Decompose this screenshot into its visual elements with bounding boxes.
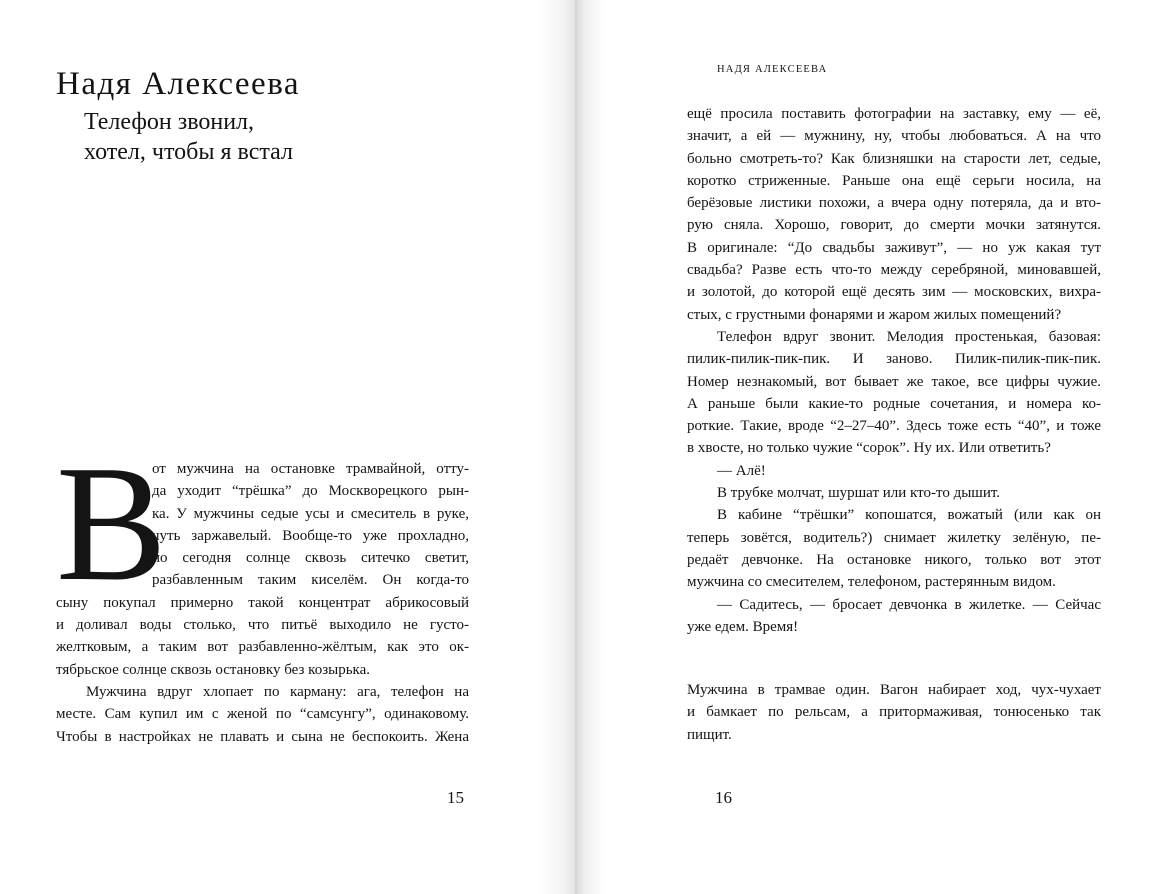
text-line: от мужчина на остановке трамвайной, отту- — [152, 461, 469, 477]
text-line: — Алё! — [717, 462, 766, 479]
text-line: в хвосте, но только чужие “сорок”. Ну их. Или ответить? — [687, 440, 1051, 457]
running-head: НАДЯ АЛЕКСЕЕВА — [717, 64, 828, 75]
text-line: и золотой, до которой ещё десять зим — московских, вихра- — [687, 284, 1101, 301]
left-body-text — [56, 458, 469, 748]
text-line: Телефон вдруг звонит. Мелодия простенькая, базовая: — [717, 328, 1101, 345]
text-line: Чтобы в настройках не плавать и сына не беспокоить. Жена — [56, 728, 469, 745]
text-line: да уходит “трёшка” до Москворецкого рын- — [152, 483, 469, 500]
text-line: берёзовые листики похожи, а вчера одну потеряла, да и вто- — [687, 195, 1101, 212]
page-number: 16 — [715, 788, 732, 807]
text-line: сыну покупал примерно такой концентрат абрикосовый — [56, 594, 469, 611]
right-body-text — [687, 103, 1101, 638]
text-line: стых, с грустными фонарями и жаром жилых помещений? — [687, 306, 1062, 323]
text-line: рую сняла. Хорошо, говорит, до смерти мочки затянутся. — [687, 217, 1101, 234]
text-line: роткие. Такие, вроде “2–27–40”. Здесь тоже есть “40”, и тоже — [687, 418, 1101, 435]
text-line: месте. Сам купил им с женой по “самсунгу”, одинаковому. — [56, 706, 469, 723]
right-page — [577, 0, 1154, 894]
text-line: В оригинале: “До свадьбы заживут”, — но уж какая тут — [687, 239, 1101, 256]
text-line: больно смотреть-то? Как близняшки на старости лет, седые, — [687, 150, 1101, 167]
text-line: уже едем. Время! — [687, 618, 799, 635]
text-line: значит, а ей — мужнину, ну, чтобы любоваться. А на что — [687, 128, 1101, 145]
text-line: но сегодня солнце сквозь ситечко светит, — [152, 550, 469, 567]
gutter-shadow — [537, 0, 577, 894]
drop-cap: В — [56, 431, 167, 615]
text-line: редаёт девчонке. На остановке никого, только вот этот — [687, 551, 1101, 568]
story-title-line: Телефон звонил, — [84, 109, 255, 135]
text-line: свадьба? Разве есть что-то между серебряной, миновавшей, — [687, 262, 1101, 279]
text-line: В кабине “трёшки” копошатся, вожатый (или как он — [717, 507, 1101, 524]
text-line: разбавленным таким киселём. Он когда-то — [152, 572, 469, 589]
story-title-line: хотел, чтобы я встал — [84, 139, 293, 165]
text-line: и бамкает по рельсам, а притормаживая, тонюсенько так — [687, 704, 1101, 721]
text-line: Мужчина в трамвае один. Вагон набирает ход, чух-чухает — [687, 682, 1101, 698]
text-line: и доливал воды столько, что питьё выходило не густо- — [56, 617, 469, 634]
text-line: теперь зовётся, водитель?) снимает жилетку зелёную, пе- — [687, 529, 1101, 546]
gutter-shadow — [577, 0, 605, 894]
text-line: ка. У мужчины седые усы и смеситель в руке, — [152, 505, 469, 522]
page-number: 15 — [447, 788, 464, 807]
text-line: пищит. — [687, 726, 732, 743]
text-line: Мужчина вдруг хлопает по карману: ага, телефон на — [86, 683, 469, 700]
text-line: мужчина со смесителем, телефоном, растерянным видом. — [687, 574, 1056, 591]
text-line: коротко стриженные. Раньше она ещё серьги носила, на — [687, 172, 1101, 189]
text-line: пилик-пилик-пик-пик. И заново. Пилик-пилик-пик-пик. — [687, 351, 1101, 368]
text-line: чуть заржавелый. Вообще-то уже прохладно, — [152, 527, 469, 544]
text-line: В трубке молчат, шуршат или кто-то дышит. — [717, 485, 1001, 502]
story-title — [84, 107, 293, 167]
text-line: — Садитесь, — бросает девчонка в жилетке. — Сейчас — [717, 596, 1101, 613]
text-line: желтковым, а таким вот разбавленно-жёлтым, как это ок- — [56, 639, 469, 656]
right-section-2-text — [687, 679, 1101, 746]
text-line: Номер незнакомый, вот бывает же такое, все цифры чужие. — [687, 373, 1101, 390]
text-line: ещё просила поставить фотографии на заставку, ему — её, — [687, 106, 1101, 122]
text-line: тябрьское солнце сквозь остановку без козырька. — [56, 661, 371, 678]
author-name: Надя Алексеева — [56, 66, 300, 102]
text-line: А раньше были какие-то родные сочетания, и номера ко- — [687, 395, 1101, 412]
